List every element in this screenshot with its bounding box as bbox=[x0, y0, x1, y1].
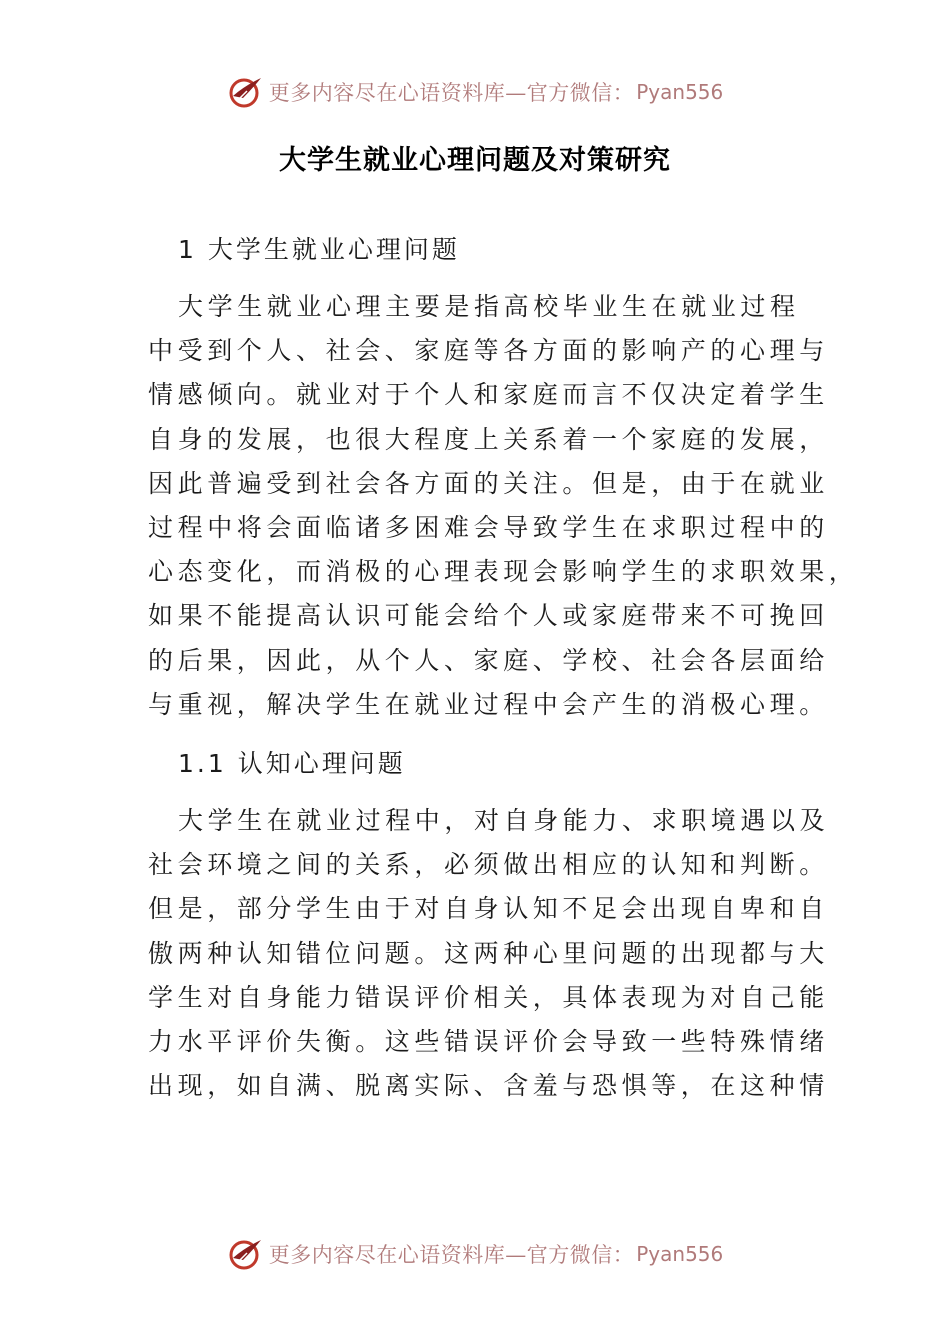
header-banner bbox=[0, 72, 950, 112]
banner-text: 更多内容尽在心语资料库—官方微信： bbox=[268, 1243, 635, 1267]
text-line: 如果不能提高认识可能会给个人或家庭带来不可挽回 bbox=[148, 601, 829, 631]
paragraph-2 bbox=[148, 799, 830, 1108]
text-line: 情感倾向。就业对于个人和家庭而言不仅决定着学生 bbox=[148, 380, 829, 410]
text-line: 大学生在就业过程中，对自身能力、求职境遇以及 bbox=[178, 806, 830, 836]
text-line: 过程中将会面临诸多困难会导致学生在求职过程中的 bbox=[148, 513, 829, 543]
wechat-id: Pyan556 bbox=[636, 80, 724, 104]
text-line: 中受到个人、社会、家庭等各方面的影响产的心理与 bbox=[148, 336, 829, 366]
document-body bbox=[148, 228, 859, 1123]
text-line: 傲两种认知错位问题。这两种心里问题的出现都与大 bbox=[148, 938, 829, 968]
section-heading-1-1: 1.1 认知心理问题 bbox=[178, 749, 406, 779]
text-line: 的后果，因此，从个人、家庭、学校、社会各层面给 bbox=[148, 645, 829, 675]
text-line: 自身的发展，也很大程度上关系着一个家庭的发展， bbox=[148, 424, 829, 454]
quill-logo-icon bbox=[227, 74, 265, 110]
text-line: 学生对自身能力错误评价相关，具体表现为对自己能 bbox=[148, 982, 829, 1012]
text-line: 与重视，解决学生在就业过程中会产生的消极心理。 bbox=[148, 689, 829, 719]
text-line: 因此普遍受到社会各方面的关注。但是，由于在就业 bbox=[148, 468, 829, 498]
footer-banner bbox=[0, 1234, 950, 1274]
text-line: 大学生就业心理主要是指高校毕业生在就业过程 bbox=[178, 292, 800, 321]
quill-logo-icon bbox=[227, 1236, 265, 1272]
text-line: 但是，部分学生由于对自身认知不足会出现自卑和自 bbox=[148, 894, 829, 924]
banner-text: 更多内容尽在心语资料库—官方微信： bbox=[268, 81, 635, 105]
section-heading-1: 1 大学生就业心理问题 bbox=[178, 235, 460, 264]
text-line: 社会环境之间的关系，必须做出相应的认知和判断。 bbox=[148, 850, 829, 880]
wechat-id: Pyan556 bbox=[636, 1242, 724, 1266]
text-line: 出现，如自满、脱离实际、含羞与恐惧等，在这种情 bbox=[148, 1071, 829, 1101]
text-line: 力水平评价失衡。这些错误评价会导致一些特殊情绪 bbox=[148, 1027, 829, 1057]
text-line: 心态变化，而消极的心理表现会影响学生的求职效果， bbox=[148, 557, 859, 587]
document-title: 大学生就业心理问题及对策研究 bbox=[279, 145, 671, 176]
paragraph-1 bbox=[148, 285, 859, 727]
